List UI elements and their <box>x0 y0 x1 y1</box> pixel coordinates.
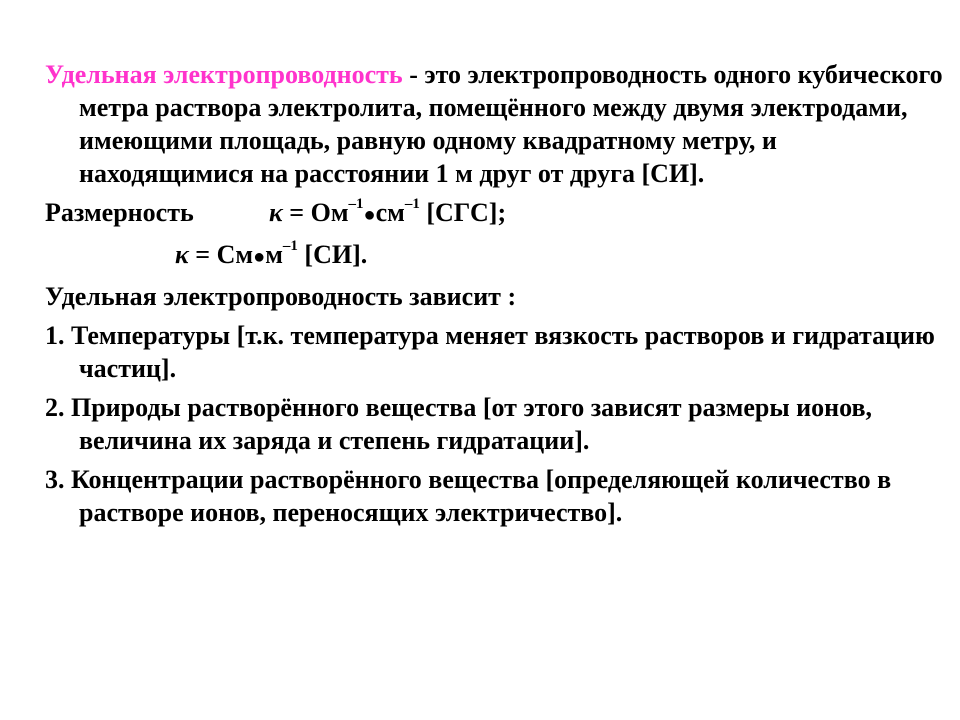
dimension-cgs-line <box>45 196 945 232</box>
slide-content <box>45 58 945 529</box>
si-exponent: –1 <box>282 238 298 255</box>
cgs-dot-icon: ● <box>363 204 376 226</box>
cgs-exponent-1: –1 <box>348 196 364 213</box>
si-unit-a: = См <box>188 240 254 269</box>
dimension-si-line <box>45 238 945 274</box>
si-unit-b: м <box>265 240 283 269</box>
si-dot-icon: ● <box>253 246 266 268</box>
depends-heading: Удельная электропроводность зависит : <box>45 282 517 311</box>
kappa-symbol-si: κ <box>175 240 189 269</box>
cgs-unit-a: = Ом <box>282 198 349 227</box>
definition-paragraph <box>45 58 945 190</box>
list-item-3: 3. Концентрации растворённого вещества [определяющей количество в растворе ионов, переносящих электричество]. <box>45 465 892 527</box>
dimension-label: Размерность <box>45 198 194 227</box>
definition-term: Удельная электропроводность <box>45 60 403 89</box>
kappa-symbol-cgs: κ <box>269 198 283 227</box>
cgs-suffix: [СГС]; <box>419 198 507 227</box>
si-suffix: [СИ]. <box>297 240 368 269</box>
definition-text: - это электропроводность одного кубического метра раствора электролита, помещённого между двумя электродами, имеющими площадь, равную одному квадратному метру, и находящимися на расстоянии 1 м друг от друга [СИ]. <box>79 60 943 188</box>
list-item-1: 1. Температуры [т.к. температура меняет вязкость растворов и гидратацию частиц]. <box>45 321 935 383</box>
cgs-exponent-2: –1 <box>404 196 420 213</box>
list-item-2: 2. Природы растворённого вещества [от этого зависят размеры ионов, величина их заряда и степень гидратации]. <box>45 393 872 455</box>
cgs-unit-b: см <box>375 198 405 227</box>
